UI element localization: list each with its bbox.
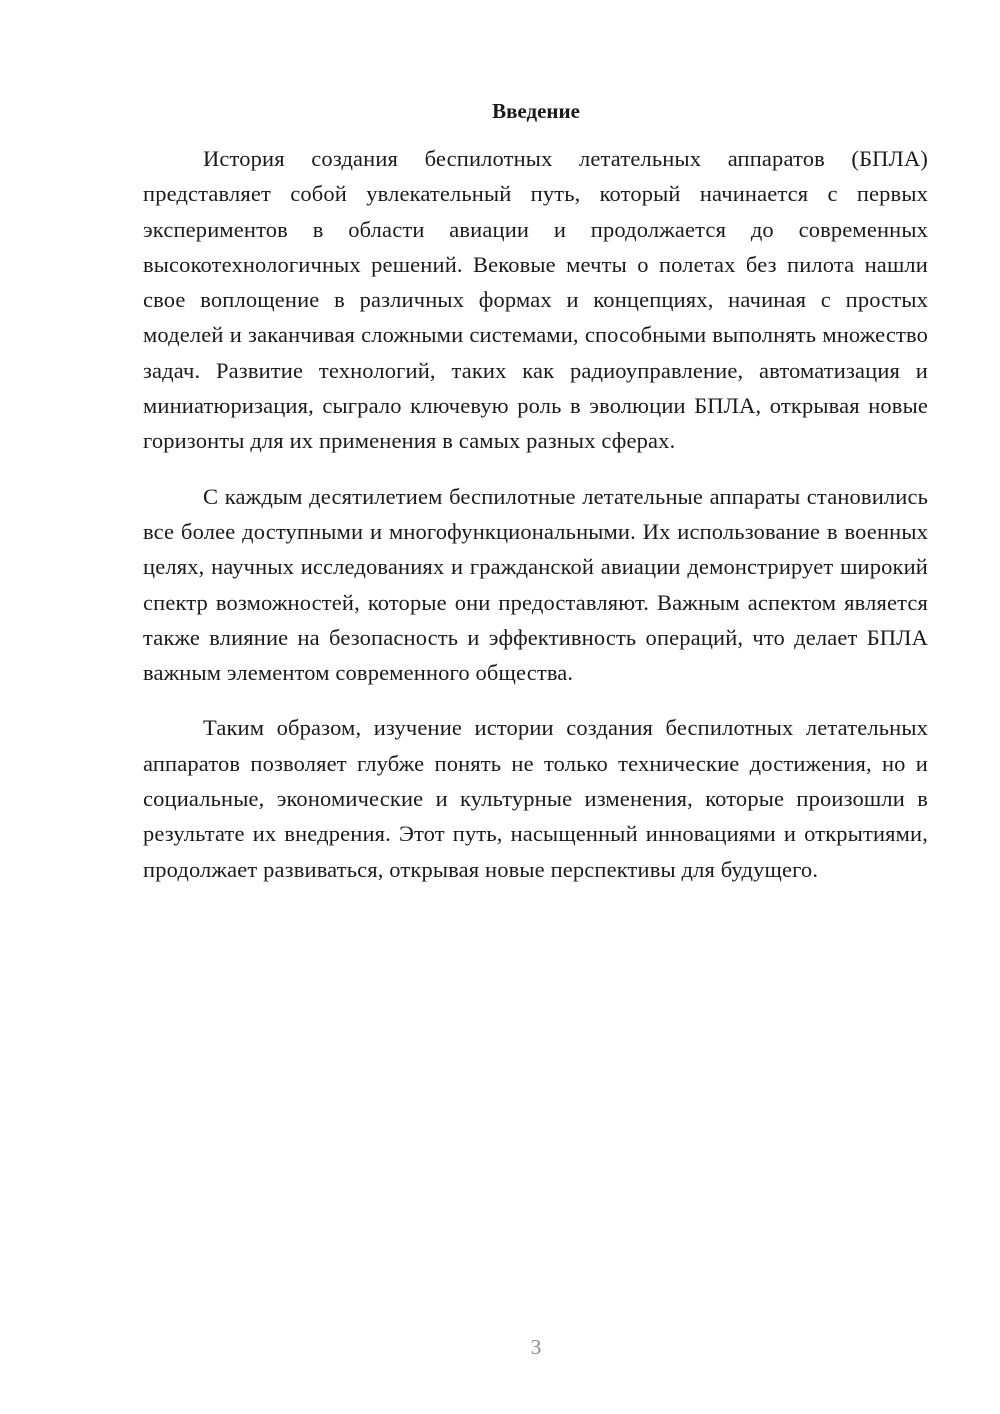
paragraph-1: История создания беспилотных летательных аппаратов (БПЛА) представляет собой увлекательный путь, который начинается с первых экспериментов в области авиации и продолжается до современных высокотехнологичных решений. Вековые мечты о полетах без пилота нашли свое воплощение в различных формах и концепциях, начиная с простых моделей и заканчивая сложными системами, способными выполнять множество задач. Развитие технологий, таких как радиоуправление, автоматизация и миниатюризация, сыграло ключевую роль в эволюции БПЛА, открывая новые горизонты для их применения в самых разных сферах. xyxy=(143,146,928,454)
document-body xyxy=(143,141,928,907)
page-number: 3 xyxy=(530,1335,542,1359)
page-title: Введение xyxy=(492,99,580,123)
paragraph-2: С каждым десятилетием беспилотные летательные аппараты становились все более доступными и многофункциональными. Их использование в военных целях, научных исследованиях и гражданской авиации демонстрирует широкий спектр возможностей, которые они предоставляют. Важным аспектом является также влияние на безопасность и эффективность операций, что делает БПЛА важным элементом современного общества. xyxy=(143,483,928,686)
paragraph-3: Таким образом, изучение истории создания беспилотных летательных аппаратов позволяет глубже понять не только технические достижения, но и социальные, экономические и культурные изменения, которые произошли в результате их внедрения. Этот путь, насыщенный инновациями и открытиями, продолжает развиваться, открывая новые перспективы для будущего. xyxy=(143,715,928,882)
